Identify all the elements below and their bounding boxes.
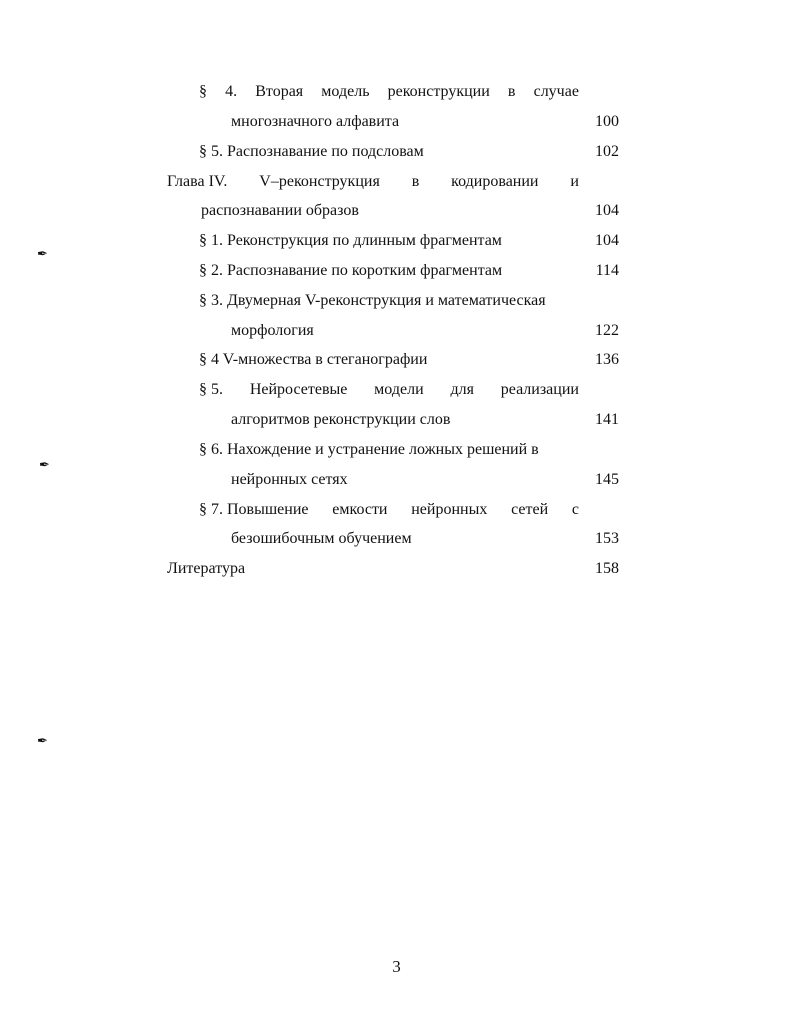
toc-entry-1-line-2: многозначного алфавита xyxy=(231,113,400,130)
margin-mark-icon: ✒ xyxy=(37,733,48,748)
toc-entry-10-line-2: безошибочным обучением xyxy=(231,530,412,547)
toc-entry-11-page: 158 xyxy=(595,560,619,577)
margin-mark-icon: ✒ xyxy=(39,457,50,472)
page-number: 3 xyxy=(392,957,401,976)
toc-entry-8-line-1: § 5. Нейросетевые модели для реализации xyxy=(199,381,579,398)
toc-entry-1-line-1: § 4. Вторая модель реконструкции в случае xyxy=(199,83,579,100)
toc-entry-3-page: 104 xyxy=(595,202,619,219)
toc-entry-8-page: 141 xyxy=(595,411,619,428)
toc-entry-3-line-1: Глава IV. V–реконструкция в кодировании и xyxy=(167,173,579,190)
toc-entry-7-text: § 4 V-множества в стеганографии xyxy=(199,351,428,368)
toc-entry-10-page: 153 xyxy=(595,530,619,547)
toc-entry-10-line-1: § 7. Повышение емкости нейронных сетей с xyxy=(199,501,579,518)
toc-entry-6-page: 122 xyxy=(595,322,619,339)
toc-entry-7-page: 136 xyxy=(595,351,619,368)
toc-entry-3-line-2: распознавании образов xyxy=(201,202,359,219)
toc-entry-2-text: § 5. Распознавание по подсловам xyxy=(199,143,424,160)
toc-entry-9-page: 145 xyxy=(595,471,619,488)
toc-entry-9-line-2: нейронных сетях xyxy=(231,471,348,488)
toc-entry-6-line-1: § 3. Двумерная V-реконструкция и математическая xyxy=(199,292,546,309)
toc-entry-5-text: § 2. Распознавание по коротким фрагментам xyxy=(199,262,503,279)
toc-entry-9-line-1: § 6. Нахождение и устранение ложных решений в xyxy=(199,441,539,458)
toc-entry-6-line-2: морфология xyxy=(231,322,314,339)
toc-entry-2-page: 102 xyxy=(595,143,619,160)
toc-entry-1-page: 100 xyxy=(595,113,619,130)
toc-entry-4-page: 104 xyxy=(595,232,619,249)
toc-entry-4-text: § 1. Реконструкция по длинным фрагментам xyxy=(199,232,502,249)
toc-entry-8-line-2: алгоритмов реконструкции слов xyxy=(231,411,451,428)
toc-entry-11-text: Литература xyxy=(167,560,246,577)
margin-mark-icon: ✒ xyxy=(37,246,48,261)
toc-entry-5-page: 114 xyxy=(595,262,619,279)
